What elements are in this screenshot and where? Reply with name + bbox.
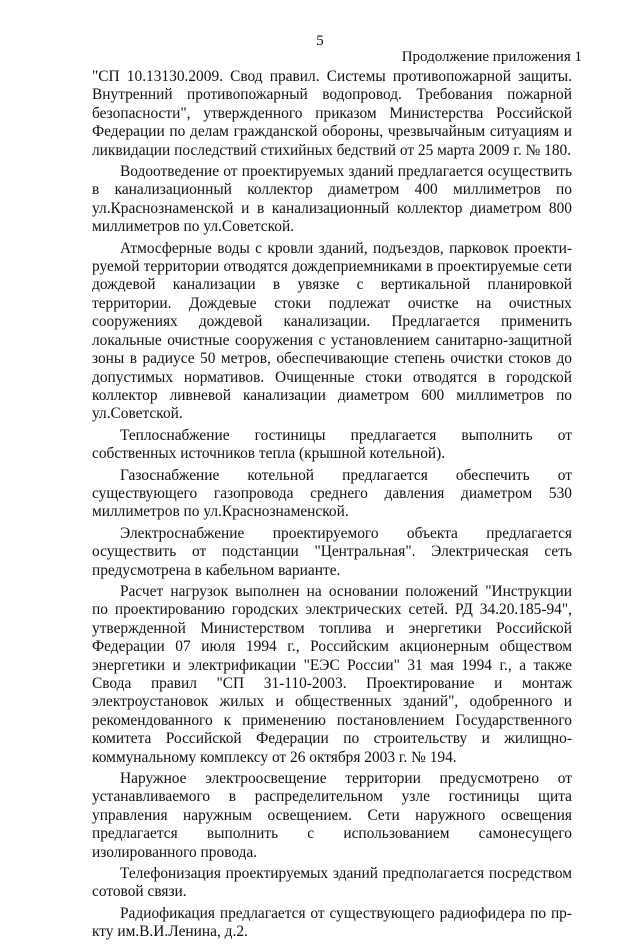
paragraph-outdoor-lighting: Наружное электроосвещение территории предусмотрено от устанавливаемого в распределительном узле гостиницы щита управления наружным освещением. Сети наружного освещения предлагается выполнить с использованием самонесущего изолированного провода. xyxy=(92,770,572,861)
paragraph-storm-water: Атмосферные воды с кровли зданий, подъездов, парковок проектируемой территории отводятся дождеприемниками в проектируемые сети дождевой канализации в увязке с вертикальной планировкой территории. Дождевые стоки подлежат очистке на очистных сооружениях дождевой канализации. Предлагается применить локальные очистные сооружения с установлением санитарно-защитной зоны в радиусе 50 метров, обеспечивающие степень очистки стоков до допустимых нормативов. Очищенные стоки отводятся в городской коллектор ливневой канализации диаметром 600 миллиметров по ул.Советской. xyxy=(92,239,572,423)
paragraph-radio: Радиофикация предлагается от существующего радиофидера по пр-кту им.В.И.Ленина, д.2. xyxy=(92,904,572,941)
paragraph-load-calculation: Расчет нагрузок выполнен на основании положений "Инструкции по проектированию городских электрических сетей. РД 34.20.185-94", утвержденной Министерством топлива и энергетики Российской Федерации 07 июля 1994 г., Российским акционерным обществом энергетики и электрификации "ЕЭС России" 31 мая 1994 г., а также Свода правил "СП 31-110-2003. Проектирование и монтаж электроустановок жилых и общественных зданий", одобренного и рекомендованного к применению постановлением Государственного комитета Российской Федерации по строительству и жилищно-коммунальному комплексу от 26 октября 2003 г. № 194. xyxy=(92,582,572,766)
paragraph-regulation-reference: "СП 10.13130.2009. Свод правил. Системы противопожарной защиты. Внутренний противопожарный водопровод. Требования пожарной безопасности", утвержденного приказом Министерства Российской Федерации по делам гражданской обороны, чрезвычайным ситуациям и ликвидации последствий стихийных бедствий от 25 марта 2009 г. № 180. xyxy=(92,68,572,159)
page-number: 5 xyxy=(316,33,324,49)
appendix-continuation-note: Продолжение приложения 1 xyxy=(401,49,582,65)
paragraph-power-supply: Электроснабжение проектируемого объекта предлагается осуществить от подстанции "Центральная". Электрическая сеть предусмотрена в кабельном варианте. xyxy=(92,524,572,579)
paragraph-gas-supply: Газоснабжение котельной предлагается обеспечить от существующего газопровода среднего давления диаметром 530 миллиметров по ул.Краснознаменской. xyxy=(92,466,572,521)
document-body xyxy=(92,68,572,945)
paragraph-telephony: Телефонизация проектируемых зданий предполагается посредством сотовой связи. xyxy=(92,865,572,901)
paragraph-heat-supply: Теплоснабжение гостиницы предлагается выполнить от собственных источников тепла (крышной котельной). xyxy=(92,426,572,463)
paragraph-wastewater: Водоотведение от проектируемых зданий предлагается осуществить в канализационный коллектор диаметром 400 миллиметров по ул.Краснознаменской и в канализационный коллектор диаметром 800 миллиметров по ул.Советской. xyxy=(92,163,572,236)
